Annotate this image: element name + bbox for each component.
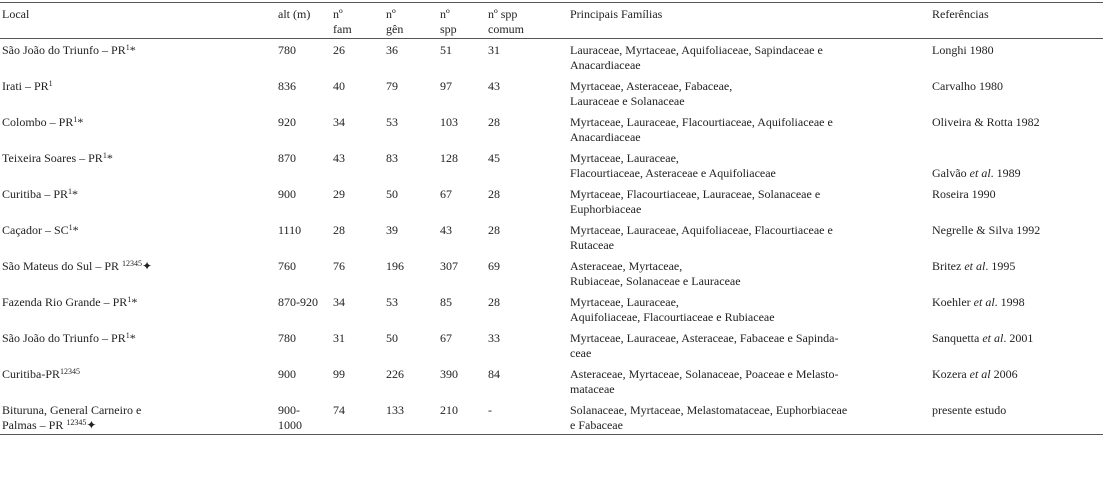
- superscript-note: 1: [127, 294, 132, 304]
- cell-fam: 31: [333, 330, 345, 345]
- cell-gen: 79: [386, 78, 398, 93]
- cell-local: [0, 111, 278, 147]
- local-name: São João do Triunfo – PR: [2, 43, 126, 57]
- cell-comum: 28: [488, 186, 500, 201]
- cell-gen: 36: [386, 43, 398, 57]
- cell-familias: Asteraceae, Myrtaceae, Solanaceae, Poaceae e Melasto- mataceae: [570, 366, 839, 396]
- superscript-note: 1: [102, 150, 107, 160]
- cell-referencia: presente estudo: [932, 399, 1103, 435]
- cell-spp: 51: [440, 43, 452, 57]
- cell-comum: 28: [488, 294, 500, 309]
- cell-local: [0, 255, 278, 291]
- cell-fam: 40: [333, 78, 345, 93]
- cell-local: [0, 75, 278, 111]
- cell-alt: 870: [278, 150, 296, 165]
- symbol-mark: *: [129, 330, 136, 345]
- comparison-table: [0, 2, 1103, 435]
- superscript-note: 1: [125, 43, 130, 52]
- cell-spp: 103: [440, 114, 458, 129]
- cell-alt: 836: [278, 78, 296, 93]
- table-row: [0, 327, 1103, 363]
- cell-referencia: Galvão et al. 1989: [932, 165, 1021, 180]
- header-fam: nº fam: [333, 3, 386, 39]
- cell-comum: 45: [488, 150, 500, 165]
- cell-alt: 900: [278, 186, 296, 201]
- superscript-note: 1: [48, 78, 53, 88]
- table-row: [0, 147, 1103, 183]
- cell-local: [0, 219, 278, 255]
- symbol-mark: *: [77, 114, 84, 129]
- local-name: Irati – PR: [2, 78, 49, 93]
- symbol-mark: *: [131, 294, 138, 309]
- symbol-mark: ✦: [86, 417, 97, 432]
- cell-alt: 920: [278, 114, 296, 129]
- header-familias: Principais Famílias: [570, 3, 932, 39]
- local-name: Curitiba-PR: [2, 366, 61, 381]
- header-local: Local: [0, 3, 278, 39]
- cell-alt: 900: [278, 366, 296, 381]
- cell-fam: 34: [333, 294, 345, 309]
- local-name: São Mateus do Sul – PR: [2, 258, 123, 273]
- cell-gen: 226: [386, 366, 404, 381]
- cell-referencia: Longhi 1980: [932, 43, 994, 57]
- cell-alt: 780: [278, 43, 296, 57]
- cell-familias: Myrtaceae, Lauraceae, Asteraceae, Fabaceae e Sapinda- ceae: [570, 330, 839, 360]
- cell-referencia: Britez et al. 1995: [932, 258, 1016, 273]
- cell-referencia: Roseira 1990: [932, 186, 996, 201]
- header-alt: alt (m): [278, 3, 333, 39]
- cell-fam: 26: [333, 43, 345, 57]
- cell-familias: Myrtaceae, Lauraceae, Aquifoliaceae, Flacourtiaceae e Rutaceae: [570, 222, 833, 252]
- cell-comum: -: [488, 399, 570, 435]
- local-name: São João do Triunfo – PR: [2, 330, 126, 345]
- local-name: Fazenda Rio Grande – PR: [2, 294, 128, 309]
- cell-local: [0, 147, 278, 183]
- local-name-cont: Palmas – PR: [2, 417, 67, 432]
- table-header: [0, 3, 1103, 39]
- cell-local: [0, 183, 278, 219]
- cell-fam: 29: [333, 186, 345, 201]
- cell-spp: 307: [440, 258, 458, 273]
- cell-gen: 196: [386, 258, 404, 273]
- cell-fam: 43: [333, 150, 345, 165]
- cell-spp: 67: [440, 330, 452, 345]
- superscript-note: 1: [125, 330, 130, 340]
- table-row: [0, 75, 1103, 111]
- cell-comum: 33: [488, 330, 500, 345]
- table-body: [0, 39, 1103, 435]
- local-name: Bituruna, General Carneiro e: [2, 402, 142, 417]
- symbol-mark: *: [72, 186, 79, 201]
- table-row: [0, 255, 1103, 291]
- table-row: [0, 111, 1103, 147]
- cell-gen: 50: [386, 186, 398, 201]
- cell-comum: 31: [488, 43, 500, 57]
- cell-spp: 210: [440, 399, 488, 435]
- cell-fam: 74: [333, 399, 386, 435]
- table-row: [0, 219, 1103, 255]
- superscript-note: 12345: [66, 417, 87, 427]
- cell-alt: 760: [278, 258, 296, 273]
- cell-local: [0, 399, 278, 435]
- superscript-note: 1: [68, 222, 73, 232]
- cell-spp: 390: [440, 366, 458, 381]
- cell-gen: 53: [386, 114, 398, 129]
- cell-spp: 67: [440, 186, 452, 201]
- cell-referencia: Kozera et al 2006: [932, 366, 1018, 381]
- cell-fam: 76: [333, 258, 345, 273]
- header-spp: nº spp: [440, 3, 488, 39]
- cell-referencia: Negrelle & Silva 1992: [932, 222, 1041, 237]
- table-row: [0, 39, 1103, 75]
- cell-fam: 34: [333, 114, 345, 129]
- symbol-mark: *: [129, 43, 136, 57]
- superscript-note: 12345: [122, 258, 143, 268]
- cell-comum: 43: [488, 78, 500, 93]
- symbol-mark: *: [106, 150, 113, 165]
- cell-gen: 39: [386, 222, 398, 237]
- cell-referencia: Carvalho 1980: [932, 78, 1003, 93]
- local-name: Curitiba – PR: [2, 186, 69, 201]
- cell-familias: Myrtaceae, Lauraceae, Flacourtiaceae, Asteraceae e Aquifoliaceae: [570, 150, 776, 180]
- cell-comum: 28: [488, 222, 500, 237]
- cell-referencia: Koehler et al. 1998: [932, 294, 1025, 309]
- cell-fam: 28: [333, 222, 345, 237]
- cell-familias: Asteraceae, Myrtaceae, Rubiaceae, Solanaceae e Lauraceae: [570, 258, 741, 288]
- cell-familias: Myrtaceae, Flacourtiaceae, Lauraceae, Solanaceae e Euphorbiaceae: [570, 186, 821, 216]
- cell-comum: 69: [488, 258, 500, 273]
- cell-comum: 28: [488, 114, 500, 129]
- cell-alt: 900- 1000: [278, 399, 333, 435]
- cell-gen: 83: [386, 150, 398, 165]
- cell-familias: Myrtaceae, Asteraceae, Fabaceae, Lauraceae e Solanaceae: [570, 78, 733, 108]
- local-name: Colombo – PR: [2, 114, 74, 129]
- cell-local: [0, 39, 278, 75]
- cell-familias: Lauraceae, Myrtaceae, Aquifoliaceae, Sapindaceae e Anacardiaceae: [570, 43, 823, 72]
- cell-fam: 99: [333, 366, 345, 381]
- cell-gen: 50: [386, 330, 398, 345]
- cell-referencia: Oliveira & Rotta 1982: [932, 114, 1040, 129]
- cell-alt: 780: [278, 330, 296, 345]
- cell-familias: Myrtaceae, Lauraceae, Flacourtiaceae, Aquifoliaceae e Anacardiaceae: [570, 114, 833, 144]
- cell-alt: 1110: [278, 222, 302, 237]
- cell-spp: 85: [440, 294, 452, 309]
- symbol-mark: ✦: [142, 258, 153, 273]
- header-referencias: Referências: [932, 3, 1103, 39]
- table-row: [0, 291, 1103, 327]
- cell-spp: 128: [440, 150, 458, 165]
- cell-local: [0, 363, 278, 399]
- local-name: Teixeira Soares – PR: [2, 150, 103, 165]
- table-row: [0, 183, 1103, 219]
- cell-spp: 97: [440, 78, 452, 93]
- table-row: [0, 399, 1103, 435]
- header-gen: nº gên: [386, 3, 440, 39]
- cell-alt: 870-920: [278, 294, 318, 309]
- cell-local: [0, 327, 278, 363]
- cell-gen: 133: [386, 399, 440, 435]
- header-comum: nº spp comum: [488, 3, 570, 39]
- superscript-note: 12345: [60, 366, 81, 376]
- local-name: Caçador – SC: [2, 222, 69, 237]
- cell-familias: Myrtaceae, Lauraceae, Aquifoliaceae, Flacourtiaceae e Rubiaceae: [570, 294, 775, 324]
- cell-familias: Solanaceae, Myrtaceae, Melastomataceae, Euphorbiaceae e Fabaceae: [570, 399, 932, 435]
- cell-comum: 84: [488, 366, 500, 381]
- superscript-note: 1: [68, 186, 73, 196]
- table-row: [0, 363, 1103, 399]
- cell-spp: 43: [440, 222, 452, 237]
- cell-gen: 53: [386, 294, 398, 309]
- cell-local: [0, 291, 278, 327]
- symbol-mark: *: [72, 222, 79, 237]
- superscript-note: 1: [73, 114, 78, 124]
- cell-referencia: Sanquetta et al. 2001: [932, 330, 1034, 345]
